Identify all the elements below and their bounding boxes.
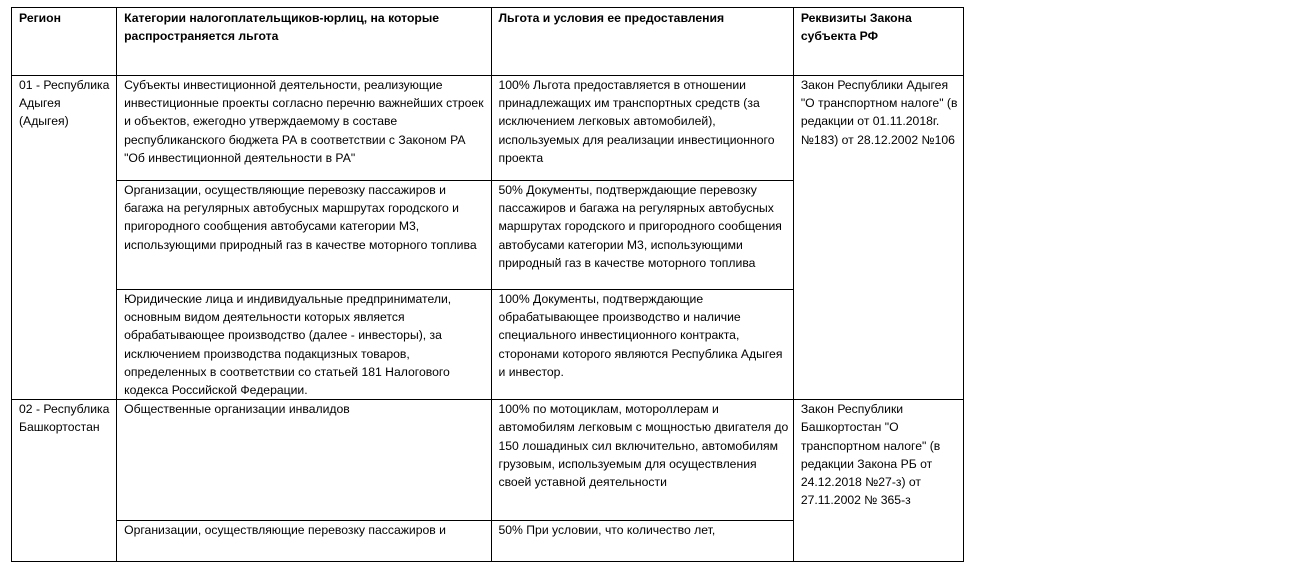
benefit-cell: 100% Льгота предоставляется в отношении принадлежащих им транспортных средств (за исключением легковых автомобилей), используемых для реализации инвестиционного проекта (491, 76, 793, 181)
header-region: Регион (12, 8, 117, 76)
benefit-cell: 50% Документы, подтверждающие перевозку пассажиров и багажа на регулярных автобусных маршрутах городского и пригородного сообщения автобусами категории М3, использующими природный газ в качестве моторного топлива (491, 181, 793, 290)
benefit-cell: 50% При условии, что количество лет, (491, 521, 793, 562)
table-row (12, 400, 964, 521)
law-cell: Закон Республики Адыгея "О транспортном налоге" (в редакции от 01.11.2018г. №183) от 28.12.2002 №106 (793, 76, 963, 400)
region-cell: 02 - Республика Башкортостан (12, 400, 117, 562)
region-cell: 01 - Республика Адыгея (Адыгея) (12, 76, 117, 400)
header-benefit: Льгота и условия ее предоставления (491, 8, 793, 76)
category-cell: Юридические лица и индивидуальные предприниматели, основным видом деятельности которых является обрабатывающее производство (далее - инвесторы), за исключением производства подакцизных товаров, определенных в соответствии со статьей 181 Налогового кодекса Российской Федерации. (117, 290, 491, 400)
header-law: Реквизиты Закона субъекта РФ (793, 8, 963, 76)
law-cell: Закон Республики Башкортостан "О транспортном налоге" (в редакции Закона РБ от 24.12.2018 №27-з) от 27.11.2002 № 365-з (793, 400, 963, 562)
benefit-cell: 100% Документы, подтверждающие обрабатывающее производство и наличие специального инвестиционного контракта, сторонами которого являются Республика Адыгея и инвестор. (491, 290, 793, 400)
tax-benefits-table (11, 7, 964, 562)
category-cell: Субъекты инвестиционной деятельности, реализующие инвестиционные проекты согласно перечню важнейших строек и объектов, ежегодно утверждаемому в составе республиканского бюджета РА в соответствии с Законом РА "Об инвестиционной деятельности в РА" (117, 76, 491, 181)
table-row (12, 76, 964, 181)
header-category: Категории налогоплательщиков-юрлиц, на которые распространяется льгота (117, 8, 491, 76)
benefit-cell: 100% по мотоциклам, мотороллерам и автомобилям легковым с мощностью двигателя до 150 лошадиных сил включительно, автомобилям грузовым, используемым для осуществления своей уставной деятельности (491, 400, 793, 521)
table-header-row (12, 8, 964, 76)
category-cell: Общественные организации инвалидов (117, 400, 491, 521)
category-cell: Организации, осуществляющие перевозку пассажиров и (117, 521, 491, 562)
category-cell: Организации, осуществляющие перевозку пассажиров и багажа на регулярных автобусных маршрутах городского и пригородного сообщения автобусами категории М3, использующими природный газ в качестве моторного топлива (117, 181, 491, 290)
